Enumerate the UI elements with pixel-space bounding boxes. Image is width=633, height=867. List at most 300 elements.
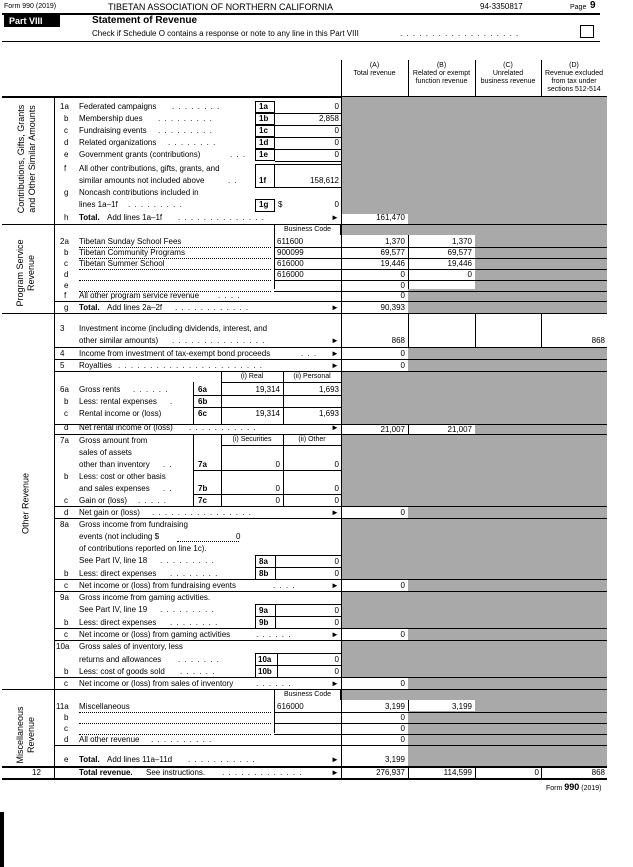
col-b-letter: (B) bbox=[436, 62, 447, 69]
section-line bbox=[54, 96, 55, 778]
rule bbox=[221, 445, 342, 446]
rule bbox=[2, 41, 600, 42]
line-4-a: 0 bbox=[400, 349, 405, 358]
line-6a-real: 19,314 bbox=[255, 385, 280, 394]
line-8a-dots: . . . . . . . . . bbox=[160, 556, 215, 565]
col-d-label: Revenue excluded bbox=[545, 70, 603, 77]
business-code-label: Business Code bbox=[283, 691, 332, 698]
footer-year: (2019) bbox=[581, 785, 602, 792]
footer-form bbox=[546, 782, 602, 794]
line-9a-label2: See Part IV, line 19 bbox=[79, 605, 148, 614]
line-7b-box: 7b bbox=[198, 484, 208, 493]
line-12-dots: . . . . . . . . . . . . . bbox=[222, 768, 303, 777]
line-1g-label2: lines 1a–1f bbox=[79, 200, 118, 209]
program-row-underline bbox=[79, 280, 271, 281]
program-row-num: e bbox=[64, 281, 69, 290]
page-number: 9 bbox=[590, 0, 596, 11]
rule bbox=[193, 407, 342, 408]
line-2g-dots: . . . . . . . . . . . . bbox=[175, 303, 250, 312]
line-8a-label2: events (not including $ bbox=[79, 532, 160, 541]
col-d-letter: (D) bbox=[569, 62, 579, 69]
rule bbox=[275, 161, 342, 162]
line-6a-personal: 1,693 bbox=[318, 385, 339, 394]
line-1f-dots: . . bbox=[228, 176, 238, 185]
misc-row-b: 3,199 bbox=[451, 702, 472, 711]
line-2f-num: f bbox=[64, 291, 67, 300]
col-c-label: business revenue bbox=[480, 78, 536, 85]
line-10b-box: 10b bbox=[258, 667, 272, 676]
line-6d-dots: . . . . . . . . . . . bbox=[189, 423, 257, 432]
line-2g-total: 90,393 bbox=[380, 303, 405, 312]
line-12-label: Total revenue. bbox=[79, 768, 133, 777]
line-5-num: 5 bbox=[60, 361, 65, 370]
line-6a-box: 6a bbox=[198, 385, 207, 394]
line-11e-label: Total. bbox=[79, 755, 100, 764]
line-6d-num: d bbox=[64, 423, 69, 432]
line-3-num: 3 bbox=[60, 324, 65, 333]
rule bbox=[255, 665, 342, 666]
line-1g-dots: . . . . . . . . . bbox=[128, 200, 183, 209]
line-6d-b: 21,007 bbox=[447, 425, 472, 434]
line-5-dots: . . . . . . . . . . . . . . . . . . . . . . . bbox=[118, 361, 264, 370]
program-row-num: b bbox=[64, 248, 69, 257]
contrib-row-value: 0 bbox=[334, 102, 339, 111]
program-row-b: 1,370 bbox=[451, 237, 472, 246]
contrib-row-num: d bbox=[64, 138, 69, 147]
line-6c-box: 6c bbox=[198, 409, 207, 418]
program-row-num: 2a bbox=[60, 237, 69, 246]
business-code-label: Business Code bbox=[283, 226, 332, 233]
contrib-row-dots: . . . . . . . . . bbox=[158, 126, 213, 135]
line-1h-label-rest: Add lines 1a–1f bbox=[107, 213, 163, 222]
line-4-dots: . . . bbox=[301, 349, 318, 358]
misc-row-a: 3,199 bbox=[384, 702, 405, 711]
line-8b-box: 8b bbox=[259, 569, 269, 578]
line-1h-total: 161,470 bbox=[376, 213, 405, 222]
col-c-letter: (C) bbox=[503, 62, 513, 69]
line-5-a: 0 bbox=[400, 361, 405, 370]
line-7a-dots: . . bbox=[163, 460, 173, 469]
line-2g-label: Total. bbox=[79, 303, 100, 312]
line-8c-dots: . . . . bbox=[273, 581, 296, 590]
contrib-row-value: 2,858 bbox=[318, 114, 339, 123]
contrib-row-num: b bbox=[64, 114, 69, 123]
arrow-icon: ► bbox=[331, 423, 339, 432]
rule bbox=[55, 579, 607, 580]
rule bbox=[55, 591, 607, 592]
line-10a-label2: returns and allowances bbox=[79, 655, 162, 664]
line-7b-securities: 0 bbox=[275, 484, 280, 493]
section-program-l2: Revenue bbox=[26, 254, 36, 292]
col-c-label: Unrelated bbox=[492, 70, 524, 77]
contrib-row-label: Related organizations bbox=[79, 138, 157, 147]
rent-head-real: (i) Real bbox=[240, 373, 264, 380]
line-9c-dots: . . . . . . bbox=[256, 630, 292, 639]
line-1g-label: Noncash contributions included in bbox=[79, 188, 199, 197]
section-contrib-l1: Contributions, Gifts, Grants bbox=[16, 104, 26, 214]
part-badge: Part VIII bbox=[9, 16, 43, 26]
line-3-label: Investment income (including dividends, interest, and bbox=[79, 324, 268, 333]
section-contributions bbox=[16, 94, 38, 224]
schedule-o-text: Check if Schedule O contains a response or note to any line in this Part VIII bbox=[92, 29, 359, 38]
line-4-label: Income from investment of tax-exempt bond proceeds bbox=[79, 349, 271, 358]
rule bbox=[255, 567, 342, 568]
col-a-label: Total revenue bbox=[353, 70, 396, 77]
sales-head-securities: (i) Securities bbox=[232, 436, 272, 443]
contrib-row-dots: . . . . . . . . . bbox=[158, 114, 213, 123]
arrow-icon: ► bbox=[331, 361, 339, 370]
rule bbox=[221, 382, 342, 383]
line-6d-a: 21,007 bbox=[380, 425, 405, 434]
line-7a-securities: 0 bbox=[275, 460, 280, 469]
line-6c-real: 19,314 bbox=[255, 409, 280, 418]
schedule-o-checkbox[interactable] bbox=[580, 25, 594, 38]
line-1g-value: 0 bbox=[334, 200, 339, 209]
program-row-label: Tibetan Summer School bbox=[79, 259, 165, 268]
line-9a-num: 9a bbox=[60, 593, 69, 602]
program-row-num: c bbox=[64, 259, 68, 268]
line-7c-num: c bbox=[64, 496, 68, 505]
line-11e-label-rest: Add lines 11a–11d bbox=[107, 755, 173, 764]
line-7c-securities: 0 bbox=[275, 496, 280, 505]
rule bbox=[55, 640, 607, 641]
rule bbox=[2, 313, 607, 314]
line-7b-num: b bbox=[64, 472, 69, 481]
line-7d-a: 0 bbox=[400, 508, 405, 517]
rule bbox=[255, 604, 342, 605]
line-2f-label: All other program service revenue bbox=[79, 291, 200, 300]
line-2g-num: g bbox=[64, 303, 69, 312]
contrib-row-dots: . . . . . . . . bbox=[168, 138, 217, 147]
col-d-label: from tax under bbox=[551, 78, 597, 85]
rule bbox=[55, 745, 607, 746]
code-col-line bbox=[274, 700, 275, 733]
line-9b-label: Less: direct expenses bbox=[79, 618, 157, 627]
rule bbox=[255, 616, 342, 617]
line-10b-label: Less: cost of goods sold bbox=[79, 667, 165, 676]
line-9c-a: 0 bbox=[400, 630, 405, 639]
line-9a-value: 0 bbox=[334, 606, 339, 615]
rule bbox=[55, 347, 607, 348]
rule bbox=[55, 677, 607, 678]
line-6a-label: Gross rents bbox=[79, 385, 121, 394]
line-11e-num: e bbox=[64, 755, 69, 764]
program-row-b: 19,446 bbox=[447, 259, 472, 268]
arrow-icon: ► bbox=[331, 508, 339, 517]
rule bbox=[274, 291, 607, 292]
arrow-icon: ► bbox=[331, 755, 339, 764]
line-8a-label3: of contributions reported on line 1c). bbox=[79, 544, 207, 553]
line-3-d: 868 bbox=[591, 336, 605, 345]
line-7a-label: Gross amount from bbox=[79, 436, 148, 445]
line-10b-dots: . . . . . . bbox=[180, 667, 216, 676]
program-row-a: 0 bbox=[400, 270, 405, 279]
footer-form-num: 990 bbox=[564, 782, 580, 792]
line-12-b: 114,599 bbox=[443, 768, 472, 777]
line-8c-label: Net income or (loss) from fundraising events bbox=[79, 581, 236, 590]
shade bbox=[408, 677, 607, 689]
line-11e-a: 3,199 bbox=[384, 755, 405, 764]
line-10b-value: 0 bbox=[334, 667, 339, 676]
line-1f-box-label: 1f bbox=[259, 176, 267, 185]
shade bbox=[342, 224, 607, 235]
program-row-code: 616000 bbox=[277, 270, 304, 279]
schedule-o-dots: . . . . . . . . . . . . . . . . . . . bbox=[400, 29, 520, 38]
program-row-a: 19,446 bbox=[380, 259, 405, 268]
line-6b-dots: . bbox=[170, 397, 174, 406]
shade bbox=[342, 434, 607, 506]
shade bbox=[408, 711, 475, 754]
misc-row-label: Miscellaneous bbox=[79, 702, 130, 711]
line-8b-value: 0 bbox=[334, 569, 339, 578]
program-row-b: 69,577 bbox=[447, 248, 472, 257]
contrib-row-num: c bbox=[64, 126, 68, 135]
line-1h-label: Total. bbox=[79, 213, 100, 222]
line-6a-num: 6a bbox=[60, 385, 69, 394]
line-7d-dots: . . . . . . . . . . . . . . . . bbox=[152, 508, 252, 517]
col-b-label: Related or exempt bbox=[412, 70, 471, 77]
contrib-row-box-label: 1d bbox=[259, 138, 269, 147]
line-12-label-rest: See instructions. bbox=[146, 768, 206, 777]
line-7a-label2: sales of assets bbox=[79, 448, 132, 457]
line-10c-a: 0 bbox=[400, 679, 405, 688]
program-row-code: 616000 bbox=[277, 259, 304, 268]
misc-row-underline bbox=[79, 723, 271, 724]
line-8a-box: 8a bbox=[259, 557, 268, 566]
line-9a-dots: . . . . . . . . . bbox=[160, 605, 215, 614]
rule bbox=[193, 494, 342, 495]
line-3-label2: other similar amounts) bbox=[79, 336, 159, 345]
line-7c-other: 0 bbox=[334, 496, 339, 505]
rule bbox=[193, 395, 342, 396]
line-2f-value: 0 bbox=[400, 291, 405, 300]
line-7b-label2: and sales expenses bbox=[79, 484, 150, 493]
misc-row-num: c bbox=[64, 724, 68, 733]
line-12-a: 276,937 bbox=[376, 768, 405, 777]
shade bbox=[408, 579, 607, 591]
line-8c-a: 0 bbox=[400, 581, 405, 590]
line-7b-dots: . . bbox=[163, 484, 173, 493]
shade bbox=[342, 591, 607, 628]
shade bbox=[408, 506, 607, 518]
rule bbox=[274, 723, 607, 724]
line-10a-label: Gross sales of inventory, less bbox=[79, 642, 183, 651]
line-12-c: 0 bbox=[534, 768, 539, 777]
line-10c-dots: . . . . . . bbox=[256, 679, 292, 688]
line-11d-label: All other revenue bbox=[79, 735, 140, 744]
line-1f-value: 158,612 bbox=[310, 176, 339, 185]
program-row-label: Tibetan Community Programs bbox=[79, 248, 185, 257]
line-8a-inline-value: 0 bbox=[236, 532, 241, 541]
line-6b-box: 6b bbox=[198, 397, 208, 406]
rule bbox=[55, 628, 607, 629]
rule bbox=[255, 653, 342, 654]
shade bbox=[342, 689, 607, 700]
misc-row-num: 11a bbox=[56, 702, 69, 711]
sales-head-other: (ii) Other bbox=[298, 436, 326, 443]
contrib-row-value: 0 bbox=[334, 150, 339, 159]
rule bbox=[2, 778, 607, 780]
line-8a-value: 0 bbox=[334, 557, 339, 566]
line-7b-other: 0 bbox=[334, 484, 339, 493]
line-3-dots: . . . . . . . . . . . . . . . bbox=[172, 336, 266, 345]
section-contrib-l2: and Other Similar Amounts bbox=[27, 105, 37, 213]
program-row-code: 611600 bbox=[277, 237, 304, 246]
line-8a-num: 8a bbox=[60, 520, 69, 529]
shade bbox=[475, 424, 607, 434]
line-7d-label: Net gain or (loss) bbox=[79, 508, 140, 517]
misc-row-a: 0 bbox=[400, 724, 405, 733]
contrib-row-dots: . . . bbox=[230, 150, 247, 159]
line-6c-label: Rental income or (loss) bbox=[79, 409, 162, 418]
section-program bbox=[15, 228, 37, 318]
line-4-num: 4 bbox=[60, 349, 65, 358]
arrow-icon: ► bbox=[331, 213, 339, 222]
program-row-code: 900099 bbox=[277, 248, 304, 257]
line-9c-label: Net income or (loss) from gaming activities bbox=[79, 630, 231, 639]
rule bbox=[55, 359, 607, 360]
shade bbox=[342, 97, 607, 214]
contrib-row-value: 0 bbox=[334, 138, 339, 147]
line-6b-label: Less: rental expenses bbox=[79, 397, 157, 406]
org-name: TIBETAN ASSOCIATION OF NORTHERN CALIFORNIA bbox=[108, 2, 334, 12]
line-10a-num: 10a bbox=[56, 642, 70, 651]
contrib-row-box-label: 1b bbox=[259, 114, 269, 123]
contrib-row-num: 1a bbox=[60, 102, 69, 111]
line-10c-label: Net income or (loss) from sales of inventory bbox=[79, 679, 234, 688]
line-9a-box: 9a bbox=[259, 606, 268, 615]
section-other: Other Revenue bbox=[20, 472, 31, 535]
line-6c-personal: 1,693 bbox=[318, 409, 339, 418]
col-b-label: function revenue bbox=[415, 78, 468, 85]
line-9b-box: 9b bbox=[259, 618, 269, 627]
line-8b-dots: . . . . . . . . bbox=[170, 569, 219, 578]
line-11d-a: 0 bbox=[400, 735, 405, 744]
line-5-label: Royalties bbox=[79, 361, 112, 370]
footer-form-prefix: Form bbox=[546, 785, 563, 792]
rule bbox=[55, 301, 607, 302]
line-10a-box: 10a bbox=[258, 655, 272, 664]
line-8a-label: Gross income from fundraising bbox=[79, 520, 188, 529]
program-row-a: 69,577 bbox=[380, 248, 405, 257]
line-11d-num: d bbox=[64, 735, 69, 744]
part-title: Statement of Revenue bbox=[92, 15, 198, 26]
shade bbox=[342, 371, 607, 424]
line-1f-label2: similar amounts not included above bbox=[79, 176, 205, 185]
line-8a-fill bbox=[177, 541, 239, 542]
line-7c-dots: . . . . . bbox=[138, 496, 168, 505]
arrow-icon: ► bbox=[331, 303, 339, 312]
scan-edge bbox=[0, 812, 4, 867]
contrib-row-label: Membership dues bbox=[79, 114, 143, 123]
page-label: Page bbox=[570, 4, 587, 11]
col-d-label: sections 512-514 bbox=[547, 86, 601, 93]
line-1h-dots: . . . . . . . . . . . . . . bbox=[178, 213, 266, 222]
rule bbox=[274, 280, 607, 281]
line-1f-num: f bbox=[64, 164, 67, 173]
program-row-a: 1,370 bbox=[384, 237, 405, 246]
rule bbox=[274, 734, 607, 735]
line-7d-num: d bbox=[64, 508, 69, 517]
line-8a-label4: See Part IV, line 18 bbox=[79, 556, 148, 565]
contrib-row-box-label: 1e bbox=[259, 150, 268, 159]
contrib-row-box-label: 1c bbox=[259, 126, 268, 135]
col-a-letter: (A) bbox=[369, 62, 380, 69]
program-row-b: 0 bbox=[467, 270, 472, 279]
line-6b-num: b bbox=[64, 397, 69, 406]
ein: 94-3350817 bbox=[480, 2, 523, 11]
contrib-row-label: Federated campaigns bbox=[79, 102, 157, 111]
line-7c-box: 7c bbox=[198, 496, 207, 505]
line-1f-label: All other contributions, gifts, grants, and bbox=[79, 164, 220, 173]
line-1g-dollar: $ bbox=[278, 200, 283, 209]
section-misc-l1: Miscellaneous bbox=[15, 706, 25, 764]
shade bbox=[408, 754, 607, 766]
shade bbox=[342, 640, 607, 677]
line-7a-box: 7a bbox=[198, 460, 207, 469]
line-2f-dots: . . . . bbox=[218, 291, 241, 300]
line-8b-num: b bbox=[64, 569, 69, 578]
line-12-num: 12 bbox=[32, 768, 41, 777]
line-11e-dots: . . . . . . . . . . . bbox=[188, 755, 256, 764]
line-6d-label: Net rental income or (loss) bbox=[79, 423, 173, 432]
line-7a-other: 0 bbox=[334, 460, 339, 469]
line-10a-value: 0 bbox=[334, 655, 339, 664]
line-10c-num: c bbox=[64, 679, 68, 688]
contrib-row-dots: . . . . . . . . bbox=[172, 102, 221, 111]
program-row-underline bbox=[79, 269, 271, 270]
line-9b-num: b bbox=[64, 618, 69, 627]
shade bbox=[342, 518, 607, 579]
contrib-row-value: 0 bbox=[334, 126, 339, 135]
misc-row-num: b bbox=[64, 713, 69, 722]
line-12-d: 868 bbox=[591, 768, 605, 777]
line-3-a: 868 bbox=[391, 336, 405, 345]
line-2g-label-rest: Add lines 2a–2f bbox=[107, 303, 163, 312]
line-11d-dots: . . . . . . . . . . bbox=[151, 735, 213, 744]
arrow-icon: ► bbox=[331, 581, 339, 590]
line-7a-label3: other than inventory bbox=[79, 460, 150, 469]
line-6a-dots: . . . . . . bbox=[133, 385, 169, 394]
arrow-icon: ► bbox=[331, 768, 339, 777]
line-9b-value: 0 bbox=[334, 618, 339, 627]
contrib-row-box-label: 1a bbox=[259, 102, 268, 111]
line-1h-num: h bbox=[64, 213, 69, 222]
shade bbox=[408, 628, 607, 640]
line-9c-num: c bbox=[64, 630, 68, 639]
contrib-row-label: Fundraising events bbox=[79, 126, 147, 135]
misc-row-a: 0 bbox=[400, 713, 405, 722]
arrow-icon: ► bbox=[331, 630, 339, 639]
misc-row-code: 616000 bbox=[277, 702, 304, 711]
shade bbox=[408, 214, 607, 224]
line-1g-num: g bbox=[64, 188, 69, 197]
rent-head-personal: (ii) Personal bbox=[293, 373, 331, 380]
line-9b-dots: . . . . . . . . bbox=[170, 618, 219, 627]
section-program-l1: Program Service bbox=[15, 239, 25, 307]
program-row-a: 0 bbox=[400, 281, 405, 290]
line-6c-num: c bbox=[64, 409, 68, 418]
rule bbox=[55, 506, 607, 507]
section-misc-l2: Revenue bbox=[26, 716, 36, 754]
line-8c-num: c bbox=[64, 581, 68, 590]
line-10a-dots: . . . . . . . bbox=[178, 655, 220, 664]
contrib-row-label: Government grants (contributions) bbox=[79, 150, 201, 159]
rule bbox=[255, 555, 342, 556]
arrow-icon: ► bbox=[331, 679, 339, 688]
line-10b-num: b bbox=[64, 667, 69, 676]
rule bbox=[193, 470, 342, 471]
